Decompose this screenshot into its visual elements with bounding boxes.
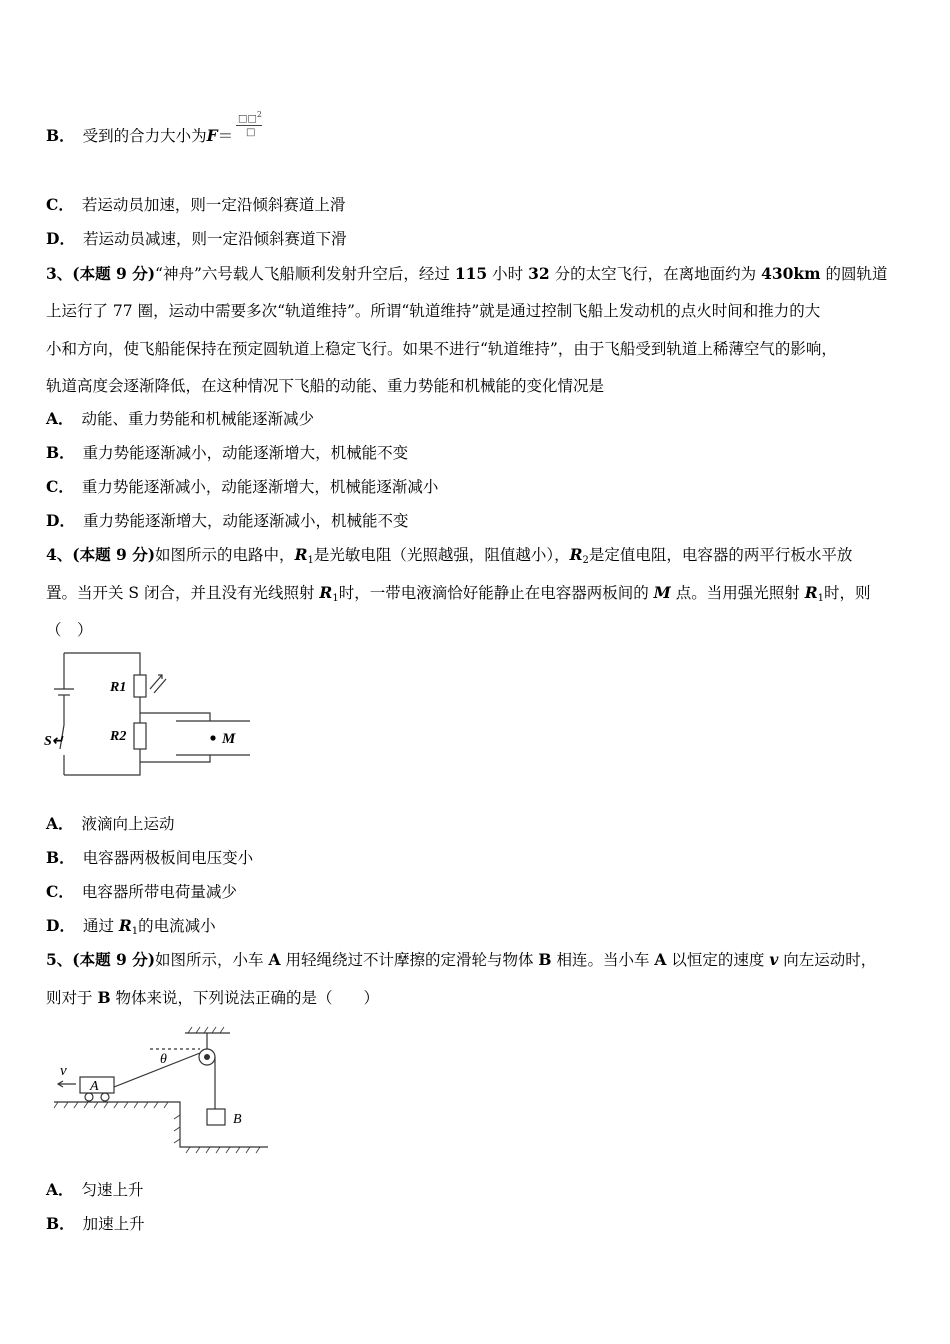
q2-option-d: D． 若运动员减速，则一定沿倾斜赛道下滑: [46, 229, 347, 248]
q5-pulley-diagram: [50, 1025, 280, 1155]
q5-option-b: B． 加速上升: [46, 1214, 145, 1233]
q3-option-c: C． 重力势能逐渐减小，动能逐渐增大，机械能逐渐减小: [46, 477, 439, 496]
q3-option-b: B． 重力势能逐渐减小，动能逐渐增大，机械能不变: [46, 443, 409, 462]
q5-stem-line2: 则对于 B 物体来说，下列说法正确的是（ ）: [46, 988, 380, 1007]
q3-stem-line4: 轨道高度会逐渐降低，在这种情况下飞船的动能、重力势能和机械能的变化情况是: [46, 377, 605, 395]
fraction-bar: [236, 125, 262, 126]
q4-stem-line2: 置。当开关 S 闭合，并且没有光线照射 $R_1$时，一带电液滴恰好能静止在电容器两板间的 M 点。当用强光照射 $R_1$时，则: [46, 583, 871, 604]
pulley-axle: [204, 1054, 210, 1060]
label-s: S↵: [44, 734, 64, 749]
q2-formula-denominator: □: [246, 127, 256, 138]
label-theta: θ: [160, 1052, 167, 1067]
label-r1: R1: [110, 680, 127, 695]
label-r2: R2: [110, 729, 127, 744]
q3-option-d: D． 重力势能逐渐增大，动能逐渐减小，机械能不变: [46, 511, 409, 530]
q3-stem-line3: 小和方向，使飞船能保持在预定圆轨道上稳定飞行。如果不进行“轨道维持”，由于飞船受到轨道上稀薄空气的影响，: [46, 340, 837, 358]
q2-formula-numerator: □□$^2$: [238, 110, 262, 125]
q2-option-c: C． 若运动员加速，则一定沿倾斜赛道上滑: [46, 195, 346, 214]
q4-stem-line3: （ ）: [46, 621, 93, 639]
q4-option-b: B． 电容器两极板间电压变小: [46, 848, 254, 867]
q3-option-a: A． 动能、重力势能和机械能逐渐减少: [46, 409, 315, 428]
label-m: M: [222, 731, 236, 747]
label-v: v: [60, 1063, 67, 1079]
q2-option-b: B． 受到的合力大小为F＝: [46, 126, 234, 145]
q4-option-d: D． 通过 $R_1$的电流减小: [46, 916, 216, 937]
q4-option-c: C． 电容器所带电荷量减少: [46, 882, 237, 901]
q4-circuit-diagram: [40, 645, 260, 780]
q4-stem-line1: 4、(本题 9 分)如图所示的电路中，$R_1$是光敏电阻（光照越强，阻值越小），$R_2$是定值电阻，电容器的两平行板水平放: [46, 545, 853, 566]
q5-option-a: A． 匀速上升: [46, 1180, 144, 1199]
q3-stem-line2: 上运行了 77 圈，运动中需要多次“轨道维持”。所谓“轨道维持”就是通过控制飞船上发动机的点火时间和推力的大: [46, 302, 821, 320]
droplet-dot: [210, 735, 215, 740]
q4-option-a: A． 液滴向上运动: [46, 814, 175, 833]
label-a: A: [90, 1079, 99, 1094]
q3-stem-line1: 3、(本题 9 分)“神舟”六号载人飞船顺利发射升空后，经过 115 小时 32 分的太空飞行，在离地面约为 430km 的圆轨道: [46, 264, 888, 283]
q5-stem-line1: 5、(本题 9 分)如图所示，小车 A 用轻绳绕过不计摩擦的定滑轮与物体 B 相连。当小车 A 以恒定的速度 v 向左运动时，: [46, 950, 877, 969]
label-b: B: [233, 1112, 242, 1127]
